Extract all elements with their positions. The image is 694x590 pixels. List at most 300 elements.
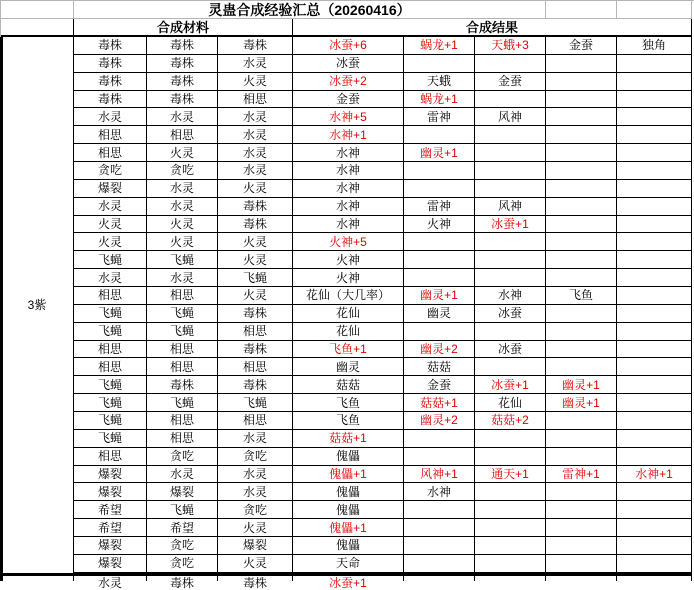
- result-cell-text: 傀儡+1: [329, 467, 367, 482]
- material-cell-text: 相思: [242, 413, 267, 428]
- result-cell[interactable]: [546, 537, 617, 555]
- material-cell[interactable]: [74, 430, 147, 448]
- result-cell[interactable]: [293, 198, 404, 216]
- material-cell[interactable]: [74, 412, 147, 430]
- result-cell[interactable]: [546, 287, 617, 305]
- result-cell-text: 飞鱼+1: [329, 342, 367, 357]
- result-cell[interactable]: [404, 448, 475, 466]
- partial-result-cell[interactable]: [546, 576, 617, 581]
- result-cell[interactable]: [475, 555, 546, 573]
- result-cell[interactable]: [617, 216, 692, 234]
- material-cell[interactable]: [218, 555, 293, 573]
- result-cell[interactable]: [617, 233, 692, 251]
- material-cell-text: 毒株: [169, 92, 194, 106]
- material-cell-text: 爆裂: [97, 538, 122, 553]
- result-cell[interactable]: [293, 108, 404, 126]
- material-cell[interactable]: [74, 341, 147, 359]
- material-cell[interactable]: [74, 519, 147, 537]
- result-cell[interactable]: [475, 55, 546, 73]
- material-cell[interactable]: [218, 198, 293, 216]
- material-cell-text: 火灵: [242, 520, 267, 535]
- header-results[interactable]: 合成结果: [293, 19, 692, 37]
- material-cell[interactable]: [74, 394, 147, 412]
- result-cell[interactable]: [293, 305, 404, 323]
- material-cell[interactable]: [147, 305, 218, 323]
- result-cell[interactable]: [546, 37, 617, 55]
- result-cell[interactable]: [546, 144, 617, 162]
- material-cell[interactable]: [218, 412, 293, 430]
- result-cell[interactable]: [404, 108, 475, 126]
- material-cell[interactable]: [218, 305, 293, 323]
- material-cell[interactable]: [74, 448, 147, 466]
- result-cell[interactable]: [617, 269, 692, 287]
- material-cell[interactable]: [147, 251, 218, 269]
- result-cell[interactable]: [404, 251, 475, 269]
- material-cell[interactable]: [218, 287, 293, 305]
- result-cell[interactable]: [617, 180, 692, 198]
- material-cell[interactable]: [74, 358, 147, 376]
- result-cell[interactable]: [404, 216, 475, 234]
- material-cell[interactable]: [74, 251, 147, 269]
- result-cell[interactable]: [546, 358, 617, 376]
- result-cell[interactable]: [617, 394, 692, 412]
- result-cell[interactable]: [293, 216, 404, 234]
- result-cell[interactable]: [617, 91, 692, 109]
- result-cell[interactable]: [617, 144, 692, 162]
- result-cell[interactable]: [293, 144, 404, 162]
- result-cell[interactable]: [404, 555, 475, 573]
- result-cell-text: 菇菇+2: [491, 413, 529, 428]
- material-cell[interactable]: [147, 483, 218, 501]
- result-cell[interactable]: [475, 198, 546, 216]
- material-cell-text: 相思: [97, 288, 122, 303]
- material-cell[interactable]: [218, 376, 293, 394]
- material-cell[interactable]: [147, 358, 218, 376]
- result-cell[interactable]: [617, 555, 692, 573]
- material-cell[interactable]: [218, 37, 293, 55]
- material-cell[interactable]: [218, 466, 293, 484]
- empty-title-cell[interactable]: [546, 1, 617, 19]
- result-cell[interactable]: [475, 144, 546, 162]
- result-cell[interactable]: [293, 341, 404, 359]
- result-cell[interactable]: [475, 233, 546, 251]
- material-cell[interactable]: [147, 466, 218, 484]
- result-cell[interactable]: [617, 287, 692, 305]
- result-cell-text: 花仙（大几率）: [305, 288, 390, 303]
- material-cell-text: 毒株: [242, 306, 267, 321]
- result-cell[interactable]: [475, 251, 546, 269]
- partial-row-cell[interactable]: [1, 576, 74, 581]
- partial-material-cell-text: 水灵: [97, 575, 122, 590]
- result-cell[interactable]: [404, 180, 475, 198]
- result-cell-text: 冰蚕+1: [491, 217, 529, 232]
- result-cell[interactable]: [475, 73, 546, 91]
- result-cell[interactable]: [404, 394, 475, 412]
- material-cell-text: 水灵: [169, 270, 194, 285]
- partial-material-cell[interactable]: [74, 575, 147, 590]
- material-cell-text: 水灵: [242, 56, 267, 71]
- result-cell[interactable]: [475, 91, 546, 109]
- result-cell[interactable]: [404, 537, 475, 555]
- result-cell[interactable]: [475, 323, 546, 341]
- material-cell[interactable]: [147, 144, 218, 162]
- result-cell[interactable]: [617, 501, 692, 519]
- material-cell[interactable]: [74, 305, 147, 323]
- result-cell[interactable]: [404, 376, 475, 394]
- result-cell[interactable]: [546, 126, 617, 144]
- result-cell-text: 天命: [335, 556, 360, 571]
- result-cell[interactable]: [404, 269, 475, 287]
- result-cell[interactable]: [546, 251, 617, 269]
- material-cell[interactable]: [218, 216, 293, 234]
- material-cell[interactable]: [147, 198, 218, 216]
- result-cell[interactable]: [546, 305, 617, 323]
- result-cell[interactable]: [293, 251, 404, 269]
- result-cell[interactable]: [475, 412, 546, 430]
- material-cell[interactable]: [218, 180, 293, 198]
- result-cell[interactable]: [404, 73, 475, 91]
- result-cell[interactable]: [546, 412, 617, 430]
- material-cell[interactable]: [74, 126, 147, 144]
- result-cell[interactable]: [546, 198, 617, 216]
- material-cell[interactable]: [74, 287, 147, 305]
- material-cell[interactable]: [74, 180, 147, 198]
- result-cell[interactable]: [617, 341, 692, 359]
- material-cell-text: 飞蝇: [242, 270, 267, 285]
- material-cell-text: 毒株: [242, 38, 267, 53]
- material-cell-text: 飞蝇: [169, 252, 194, 267]
- partial-result-cell[interactable]: [293, 575, 404, 590]
- material-cell[interactable]: [147, 501, 218, 519]
- material-cell[interactable]: [147, 162, 218, 180]
- material-cell[interactable]: [147, 126, 218, 144]
- result-cell[interactable]: [404, 483, 475, 501]
- material-cell[interactable]: [74, 55, 147, 73]
- partial-material-cell[interactable]: [218, 575, 293, 590]
- result-cell[interactable]: [475, 394, 546, 412]
- partial-material-cell-text: 毒株: [169, 575, 194, 590]
- material-cell-text: 飞蝇: [97, 413, 122, 428]
- material-cell[interactable]: [218, 483, 293, 501]
- material-cell[interactable]: [147, 216, 218, 234]
- result-cell[interactable]: [293, 555, 404, 573]
- result-cell[interactable]: [475, 216, 546, 234]
- result-cell[interactable]: [404, 91, 475, 109]
- result-cell[interactable]: [617, 358, 692, 376]
- result-cell[interactable]: [475, 519, 546, 537]
- result-cell[interactable]: [475, 287, 546, 305]
- material-cell[interactable]: [74, 466, 147, 484]
- result-cell[interactable]: [404, 198, 475, 216]
- material-cell[interactable]: [74, 198, 147, 216]
- material-cell[interactable]: [147, 519, 218, 537]
- result-cell[interactable]: [293, 412, 404, 430]
- result-cell[interactable]: [617, 430, 692, 448]
- result-cell[interactable]: [617, 376, 692, 394]
- material-cell[interactable]: [218, 162, 293, 180]
- material-cell[interactable]: [147, 37, 218, 55]
- result-cell[interactable]: [293, 376, 404, 394]
- result-cell[interactable]: [293, 394, 404, 412]
- material-cell[interactable]: [74, 73, 147, 91]
- material-cell[interactable]: [218, 91, 293, 109]
- result-cell[interactable]: [293, 323, 404, 341]
- result-cell[interactable]: [404, 519, 475, 537]
- result-cell[interactable]: [293, 430, 404, 448]
- result-cell[interactable]: [546, 55, 617, 73]
- material-cell[interactable]: [147, 73, 218, 91]
- result-cell[interactable]: [475, 269, 546, 287]
- result-cell[interactable]: [404, 501, 475, 519]
- result-cell[interactable]: [546, 323, 617, 341]
- result-cell[interactable]: [546, 394, 617, 412]
- material-cell-text: 毒株: [97, 56, 122, 71]
- material-cell[interactable]: [147, 91, 218, 109]
- result-cell[interactable]: [546, 466, 617, 484]
- result-cell[interactable]: [617, 519, 692, 537]
- result-cell[interactable]: [475, 341, 546, 359]
- result-cell[interactable]: [293, 269, 404, 287]
- material-cell[interactable]: [147, 180, 218, 198]
- result-cell[interactable]: [546, 483, 617, 501]
- result-cell-text: 冰蚕: [335, 56, 360, 71]
- result-cell[interactable]: [293, 55, 404, 73]
- result-cell[interactable]: [475, 126, 546, 144]
- material-cell[interactable]: [218, 144, 293, 162]
- result-cell[interactable]: [475, 448, 546, 466]
- result-cell[interactable]: [546, 91, 617, 109]
- result-cell-text: 幽灵+2: [420, 342, 458, 357]
- material-cell[interactable]: [147, 108, 218, 126]
- partial-result-cell[interactable]: [475, 576, 546, 581]
- material-cell[interactable]: [218, 323, 293, 341]
- result-cell[interactable]: [293, 501, 404, 519]
- result-cell[interactable]: [293, 180, 404, 198]
- result-cell[interactable]: [617, 323, 692, 341]
- result-cell[interactable]: [475, 376, 546, 394]
- result-cell[interactable]: [546, 430, 617, 448]
- result-cell[interactable]: [546, 376, 617, 394]
- material-cell[interactable]: [218, 108, 293, 126]
- result-cell[interactable]: [617, 412, 692, 430]
- material-cell[interactable]: [218, 55, 293, 73]
- material-cell[interactable]: [218, 251, 293, 269]
- result-cell[interactable]: [404, 323, 475, 341]
- result-cell[interactable]: [293, 37, 404, 55]
- result-cell[interactable]: [617, 483, 692, 501]
- result-cell[interactable]: [475, 358, 546, 376]
- material-cell[interactable]: [74, 233, 147, 251]
- material-cell[interactable]: [74, 501, 147, 519]
- header-materials[interactable]: 合成材料: [74, 19, 293, 37]
- result-cell[interactable]: [404, 341, 475, 359]
- empty-corner-cell[interactable]: [1, 1, 74, 19]
- result-cell-text: 傀儡: [335, 538, 360, 553]
- material-cell[interactable]: [218, 519, 293, 537]
- result-cell-text: 飞鱼: [335, 395, 360, 410]
- material-cell[interactable]: [74, 216, 147, 234]
- result-cell-text: 幽灵+1: [420, 288, 458, 303]
- result-cell[interactable]: [404, 430, 475, 448]
- material-cell[interactable]: [74, 91, 147, 109]
- material-cell[interactable]: [218, 126, 293, 144]
- result-cell[interactable]: [617, 55, 692, 73]
- result-cell[interactable]: [546, 501, 617, 519]
- result-cell-text: 幽灵: [426, 306, 451, 321]
- result-cell[interactable]: [475, 483, 546, 501]
- material-cell[interactable]: [147, 233, 218, 251]
- result-cell[interactable]: [404, 466, 475, 484]
- material-cell[interactable]: [218, 430, 293, 448]
- result-cell[interactable]: [293, 287, 404, 305]
- result-cell[interactable]: [617, 448, 692, 466]
- material-cell-text: 毒株: [97, 74, 122, 89]
- material-cell[interactable]: [218, 358, 293, 376]
- result-cell[interactable]: [475, 501, 546, 519]
- result-cell[interactable]: [617, 108, 692, 126]
- result-cell[interactable]: [404, 126, 475, 144]
- material-cell[interactable]: [147, 269, 218, 287]
- result-cell[interactable]: [546, 233, 617, 251]
- material-cell[interactable]: [74, 376, 147, 394]
- material-cell-text: 水灵: [242, 163, 267, 178]
- result-cell[interactable]: [546, 519, 617, 537]
- result-cell[interactable]: [475, 305, 546, 323]
- result-cell-text: 冰蚕+6: [329, 38, 367, 53]
- section-label[interactable]: 3紫: [1, 37, 74, 573]
- material-cell[interactable]: [74, 162, 147, 180]
- partial-result-cell[interactable]: [404, 576, 475, 581]
- result-cell[interactable]: [546, 555, 617, 573]
- result-cell[interactable]: [475, 37, 546, 55]
- material-cell-text: 水灵: [169, 109, 194, 124]
- material-cell-text: 贪吃: [242, 502, 267, 517]
- material-cell[interactable]: [218, 448, 293, 466]
- result-cell[interactable]: [617, 126, 692, 144]
- material-cell[interactable]: [147, 412, 218, 430]
- result-cell[interactable]: [404, 412, 475, 430]
- material-cell[interactable]: [147, 55, 218, 73]
- material-cell[interactable]: [147, 555, 218, 573]
- result-cell[interactable]: [546, 341, 617, 359]
- result-cell[interactable]: [617, 73, 692, 91]
- material-cell-text: 相思: [169, 431, 194, 446]
- material-cell[interactable]: [147, 323, 218, 341]
- result-cell[interactable]: [546, 73, 617, 91]
- result-cell[interactable]: [293, 448, 404, 466]
- material-cell[interactable]: [147, 430, 218, 448]
- result-cell[interactable]: [475, 466, 546, 484]
- material-cell[interactable]: [147, 287, 218, 305]
- material-cell[interactable]: [74, 555, 147, 573]
- material-cell[interactable]: [218, 394, 293, 412]
- material-cell[interactable]: [147, 537, 218, 555]
- result-cell[interactable]: [293, 519, 404, 537]
- result-cell[interactable]: [404, 358, 475, 376]
- material-cell[interactable]: [218, 269, 293, 287]
- result-cell[interactable]: [617, 466, 692, 484]
- empty-title-cell[interactable]: [617, 1, 692, 19]
- result-cell[interactable]: [546, 108, 617, 126]
- result-cell[interactable]: [293, 483, 404, 501]
- result-cell[interactable]: [617, 37, 692, 55]
- material-cell[interactable]: [218, 341, 293, 359]
- result-cell[interactable]: [475, 537, 546, 555]
- material-cell[interactable]: [74, 537, 147, 555]
- result-cell[interactable]: [617, 537, 692, 555]
- result-cell[interactable]: [293, 466, 404, 484]
- result-cell[interactable]: [546, 448, 617, 466]
- result-cell[interactable]: [293, 358, 404, 376]
- result-cell[interactable]: [546, 180, 617, 198]
- material-cell[interactable]: [147, 394, 218, 412]
- result-cell-text: 幽灵+2: [420, 413, 458, 428]
- result-cell[interactable]: [404, 162, 475, 180]
- result-cell[interactable]: [293, 91, 404, 109]
- material-cell[interactable]: [147, 448, 218, 466]
- material-cell[interactable]: [147, 341, 218, 359]
- result-cell[interactable]: [293, 537, 404, 555]
- material-cell[interactable]: [218, 233, 293, 251]
- material-cell[interactable]: [147, 376, 218, 394]
- result-cell[interactable]: [475, 162, 546, 180]
- material-cell-text: 水灵: [242, 127, 267, 142]
- material-cell-text: 相思: [242, 359, 267, 374]
- result-cell[interactable]: [404, 305, 475, 323]
- result-cell[interactable]: [404, 55, 475, 73]
- result-cell[interactable]: [546, 269, 617, 287]
- result-cell[interactable]: [404, 233, 475, 251]
- material-cell[interactable]: [74, 483, 147, 501]
- material-cell[interactable]: [74, 37, 147, 55]
- result-cell-text: 火神: [335, 270, 360, 285]
- material-cell-text: 火灵: [242, 252, 267, 267]
- result-cell[interactable]: [546, 162, 617, 180]
- result-cell[interactable]: [293, 73, 404, 91]
- partial-material-cell[interactable]: [147, 575, 218, 590]
- result-cell[interactable]: [404, 37, 475, 55]
- material-cell-text: 贪吃: [97, 163, 122, 178]
- material-cell[interactable]: [218, 73, 293, 91]
- result-cell[interactable]: [546, 216, 617, 234]
- result-cell[interactable]: [617, 305, 692, 323]
- result-cell[interactable]: [293, 126, 404, 144]
- material-cell-text: 相思: [97, 359, 122, 374]
- result-cell-text: 冰蚕+2: [329, 74, 367, 89]
- result-cell[interactable]: [293, 233, 404, 251]
- result-cell[interactable]: [404, 144, 475, 162]
- result-cell[interactable]: [475, 430, 546, 448]
- material-cell[interactable]: [74, 323, 147, 341]
- result-cell[interactable]: [617, 251, 692, 269]
- material-cell[interactable]: [218, 501, 293, 519]
- material-cell[interactable]: [74, 144, 147, 162]
- result-cell[interactable]: [475, 108, 546, 126]
- result-cell[interactable]: [617, 198, 692, 216]
- result-cell[interactable]: [475, 180, 546, 198]
- result-cell[interactable]: [293, 162, 404, 180]
- sheet-title: 灵蛊合成经验汇总（20260416）: [74, 1, 546, 19]
- empty-header-cell[interactable]: [1, 19, 74, 37]
- material-cell[interactable]: [74, 269, 147, 287]
- result-cell-text: 幽灵+1: [562, 377, 600, 392]
- result-cell[interactable]: [404, 287, 475, 305]
- result-cell-text: 冰蚕+1: [491, 377, 529, 392]
- result-cell[interactable]: [617, 162, 692, 180]
- partial-result-cell[interactable]: [617, 576, 692, 581]
- material-cell[interactable]: [74, 108, 147, 126]
- material-cell[interactable]: [218, 537, 293, 555]
